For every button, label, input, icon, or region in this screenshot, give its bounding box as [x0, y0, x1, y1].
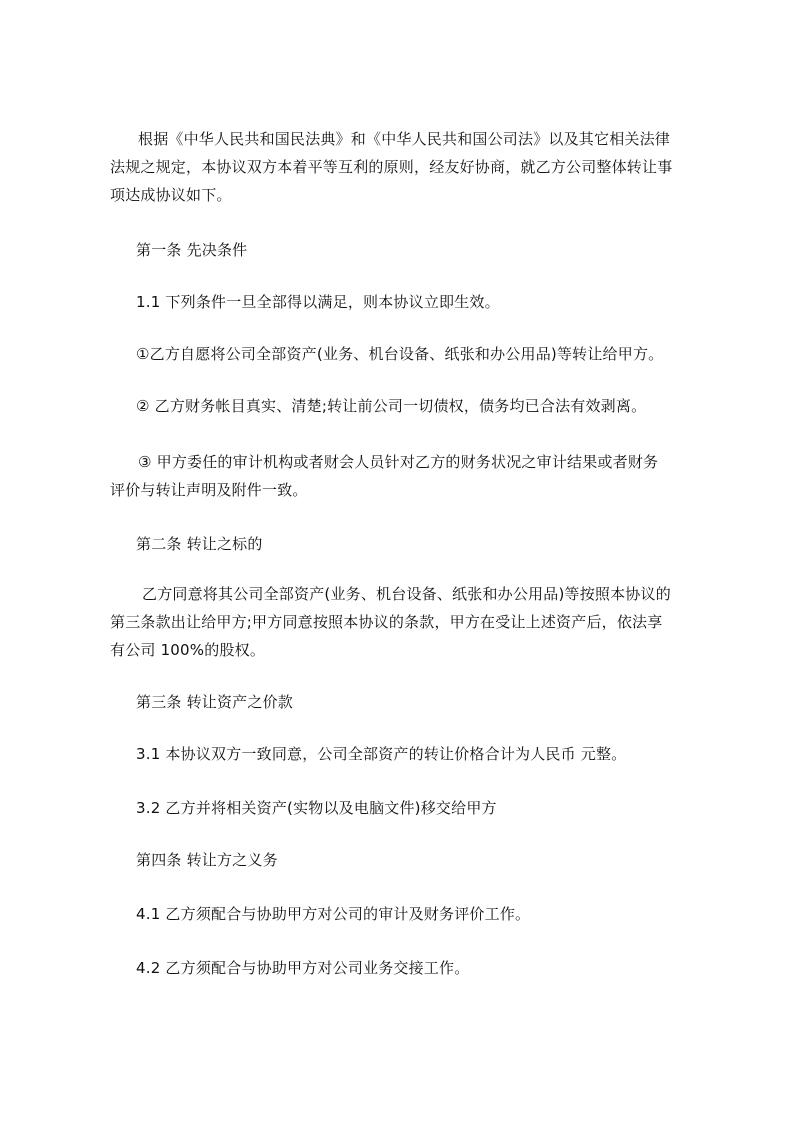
- article-3-heading: 第三条 转让资产之价款: [136, 693, 293, 711]
- article-2-line-2: 第三条款出让给甲方;甲方同意按照本协议的条款，甲方在受让上述资产后，依法享: [110, 613, 663, 631]
- article-1-heading: 第一条 先决条件: [136, 241, 248, 259]
- clause-3-1: 3.1 本协议双方一致同意，公司全部资产的转让价格合计为人民币 元整。: [136, 745, 627, 763]
- clause-1-1: 1.1 下列条件一旦全部得以满足，则本协议立即生效。: [136, 293, 500, 311]
- article-1-item-3-line-2: 评价与转让声明及附件一致。: [110, 481, 308, 499]
- intro-line-1: 根据《中华人民共和国民法典》和《中华人民共和国公司法》以及其它相关法律: [138, 130, 671, 148]
- clause-3-2: 3.2 乙方并将相关资产(实物以及电脑文件)移交给甲方: [136, 799, 497, 817]
- article-4-heading: 第四条 转让方之义务: [136, 851, 278, 869]
- clause-4-2: 4.2 乙方须配合与协助甲方对公司业务交接工作。: [136, 959, 470, 977]
- article-1-item-3-line-1: ③ 甲方委任的审计机构或者财会人员针对乙方的财务状况之审计结果或者财务: [138, 453, 659, 471]
- intro-line-2: 法规之规定，本协议双方本着平等互利的原则，经友好协商，就乙方公司整体转让事: [110, 158, 673, 176]
- article-1-item-2: ② 乙方财务帐目真实、清楚;转让前公司一切债权，债务均已合法有效剥离。: [136, 397, 647, 415]
- article-2-heading: 第二条 转让之标的: [136, 535, 263, 553]
- intro-line-3: 项达成协议如下。: [110, 186, 232, 204]
- article-1-item-1: ①乙方自愿将公司全部资产(业务、机台设备、纸张和办公用品)等转让给甲方。: [136, 345, 664, 363]
- article-2-line-3: 有公司 100%的股权。: [110, 641, 266, 659]
- article-2-line-1: 乙方同意将其公司全部资产(业务、机台设备、纸张和办公用品)等按照本协议的: [142, 585, 671, 603]
- clause-4-1: 4.1 乙方须配合与协助甲方对公司的审计及财务评价工作。: [136, 905, 531, 923]
